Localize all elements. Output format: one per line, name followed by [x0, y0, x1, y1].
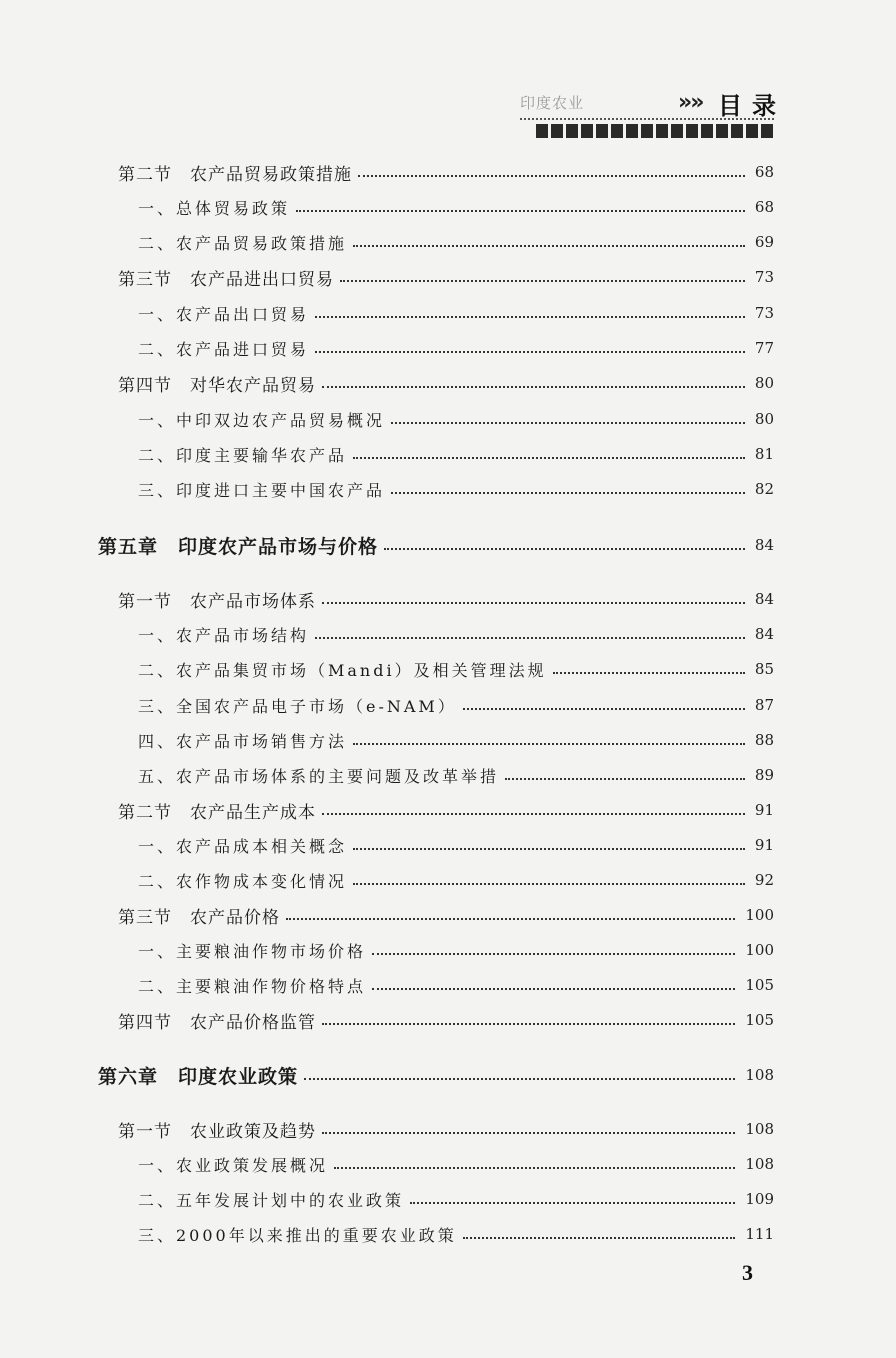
dot-leader: [391, 422, 745, 424]
toc-entry-title: 一、总体贸易政策: [138, 198, 291, 218]
dot-leader: [463, 1237, 736, 1239]
toc-entry-title: 第一节 农产品市场体系: [118, 591, 316, 612]
toc-entry-page: 68: [754, 198, 774, 216]
toc-entry-page: 92: [754, 871, 774, 889]
toc-entry-page: 91: [754, 836, 774, 854]
toc-chapter-row[interactable]: [98, 530, 774, 560]
toc-entry-page: 84: [754, 536, 774, 554]
toc-entry-page: 80: [754, 374, 774, 392]
section-label: 目录: [718, 92, 786, 120]
toc-entry-title: 二、农产品贸易政策措施: [138, 233, 348, 253]
dot-leader: [358, 175, 745, 177]
toc-item-row[interactable]: [138, 404, 774, 434]
dot-leader: [353, 245, 745, 247]
toc-entry-title: 一、农产品成本相关概念: [138, 836, 348, 856]
toc-entry-page: 77: [754, 339, 774, 357]
toc-entry-title: 第五章 印度农产品市场与价格: [98, 535, 379, 558]
toc-entry-page: 80: [754, 410, 774, 428]
toc-entry-page: 81: [754, 445, 774, 463]
toc-entry-title: 一、农产品市场结构: [138, 625, 310, 645]
toc-entry-title: 一、农产品出口贸易: [138, 304, 310, 324]
dot-leader: [340, 280, 745, 282]
toc-entry-title: 四、农产品市场销售方法: [138, 731, 348, 751]
dot-leader: [553, 672, 745, 674]
toc-section-row[interactable]: [118, 1114, 774, 1144]
dot-leader: [322, 813, 745, 815]
toc-entry-title: 第三节 农产品进出口贸易: [118, 269, 334, 290]
dot-leader: [372, 953, 735, 955]
dot-leader: [463, 708, 745, 710]
toc-entry-page: 108: [745, 1066, 774, 1084]
toc-entry-title: 二、农产品进口贸易: [138, 339, 310, 359]
dot-leader: [315, 351, 745, 353]
toc-item-row[interactable]: [138, 690, 774, 720]
toc-section-row[interactable]: [118, 900, 774, 930]
toc-section-row[interactable]: [118, 584, 774, 614]
toc-entry-page: 100: [745, 941, 774, 959]
toc-entry-title: 第一节 农业政策及趋势: [118, 1121, 316, 1142]
toc-entry-title: 二、农产品集贸市场（Mandi）及相关管理法规: [138, 660, 547, 680]
toc-entry-page: 73: [754, 268, 774, 286]
toc-section-row[interactable]: [118, 1005, 774, 1035]
toc-entry-page: 82: [754, 480, 774, 498]
dot-leader: [322, 1132, 735, 1134]
toc-item-row[interactable]: [138, 1184, 774, 1214]
toc-item-row[interactable]: [138, 619, 774, 649]
toc-entry-page: 89: [754, 766, 774, 784]
toc-entry-title: 三、2000年以来推出的重要农业政策: [138, 1225, 457, 1245]
toc-section-row[interactable]: [118, 157, 774, 187]
toc-item-row[interactable]: [138, 439, 774, 469]
header-block-bar: [536, 124, 774, 138]
toc-entry-title: 三、全国农产品电子市场（e-NAM）: [138, 696, 457, 716]
dot-leader: [296, 210, 745, 212]
toc-entry-title: 第二节 农产品贸易政策措施: [118, 164, 352, 185]
toc-item-row[interactable]: [138, 865, 774, 895]
toc-entry-title: 二、印度主要输华农产品: [138, 445, 348, 465]
toc-entry-page: 87: [754, 696, 774, 714]
toc-entry-page: 105: [745, 976, 774, 994]
header-dotted-rule: [520, 118, 774, 120]
toc-item-row[interactable]: [138, 830, 774, 860]
dot-leader: [315, 316, 745, 318]
toc-entry-page: 100: [745, 906, 774, 924]
dot-leader: [315, 637, 745, 639]
dot-leader: [304, 1078, 735, 1080]
dot-leader: [410, 1202, 735, 1204]
dot-leader: [322, 386, 745, 388]
toc-entry-page: 108: [745, 1155, 774, 1173]
dot-leader: [334, 1167, 735, 1169]
toc-entry-page: 73: [754, 304, 774, 322]
toc-entry-title: 一、农业政策发展概况: [138, 1155, 329, 1175]
toc-item-row[interactable]: [138, 1149, 774, 1179]
toc-entry-page: 69: [754, 233, 774, 251]
toc-section-row[interactable]: [118, 368, 774, 398]
toc-item-row[interactable]: [138, 192, 774, 222]
toc-entry-title: 第二节 农产品生产成本: [118, 802, 316, 823]
toc-entry-page: 109: [745, 1190, 774, 1208]
toc-entry-page: 91: [754, 801, 774, 819]
toc-entry-page: 88: [754, 731, 774, 749]
toc-entry-page: 84: [754, 590, 774, 608]
toc-item-row[interactable]: [138, 760, 774, 790]
toc-chapter-row[interactable]: [98, 1060, 774, 1090]
toc-entry-title: 二、五年发展计划中的农业政策: [138, 1190, 405, 1210]
toc-entry-title: 第四节 对华农产品贸易: [118, 375, 316, 396]
toc-entry-title: 第六章 印度农业政策: [98, 1065, 299, 1088]
dot-leader: [391, 492, 745, 494]
toc-item-row[interactable]: [138, 725, 774, 755]
dot-leader: [505, 778, 745, 780]
toc-entry-title: 二、主要粮油作物价格特点: [138, 976, 367, 996]
page-number: 3: [742, 1260, 753, 1285]
toc-entry-title: 五、农产品市场体系的主要问题及改革举措: [138, 766, 500, 786]
toc-entry-title: 三、印度进口主要中国农产品: [138, 480, 386, 500]
toc-item-row[interactable]: [138, 333, 774, 363]
dot-leader: [372, 988, 735, 990]
dot-leader: [286, 918, 735, 920]
toc-item-row[interactable]: [138, 970, 774, 1000]
toc-entry-page: 84: [754, 625, 774, 643]
toc-entry-page: 85: [754, 660, 774, 678]
toc-item-row[interactable]: [138, 654, 774, 684]
dot-leader: [384, 548, 745, 550]
toc-section-row[interactable]: [118, 795, 774, 825]
toc-item-row[interactable]: [138, 227, 774, 257]
dot-leader: [322, 602, 745, 604]
dot-leader: [353, 848, 745, 850]
toc-entry-page: 105: [745, 1011, 774, 1029]
toc-item-row[interactable]: [138, 935, 774, 965]
dot-leader: [353, 457, 745, 459]
toc-entry-page: 108: [745, 1120, 774, 1138]
toc-entry-title: 二、农作物成本变化情况: [138, 871, 348, 891]
book-title: 印度农业: [520, 94, 585, 112]
dot-leader: [353, 883, 745, 885]
dot-leader: [322, 1023, 735, 1025]
toc-entry-page: 68: [754, 163, 774, 181]
toc-entry-title: 一、主要粮油作物市场价格: [138, 941, 367, 961]
toc-entry-title: 第三节 农产品价格: [118, 907, 280, 928]
toc-entry-page: 111: [745, 1225, 774, 1243]
toc-item-row[interactable]: [138, 474, 774, 504]
toc-entry-title: 一、中印双边农产品贸易概况: [138, 410, 386, 430]
dot-leader: [353, 743, 745, 745]
toc-section-row[interactable]: [118, 262, 774, 292]
toc-entry-title: 第四节 农产品价格监管: [118, 1012, 316, 1033]
chevron-marker-icon: »»: [678, 90, 703, 115]
toc-item-row[interactable]: [138, 298, 774, 328]
toc-item-row[interactable]: [138, 1219, 774, 1249]
